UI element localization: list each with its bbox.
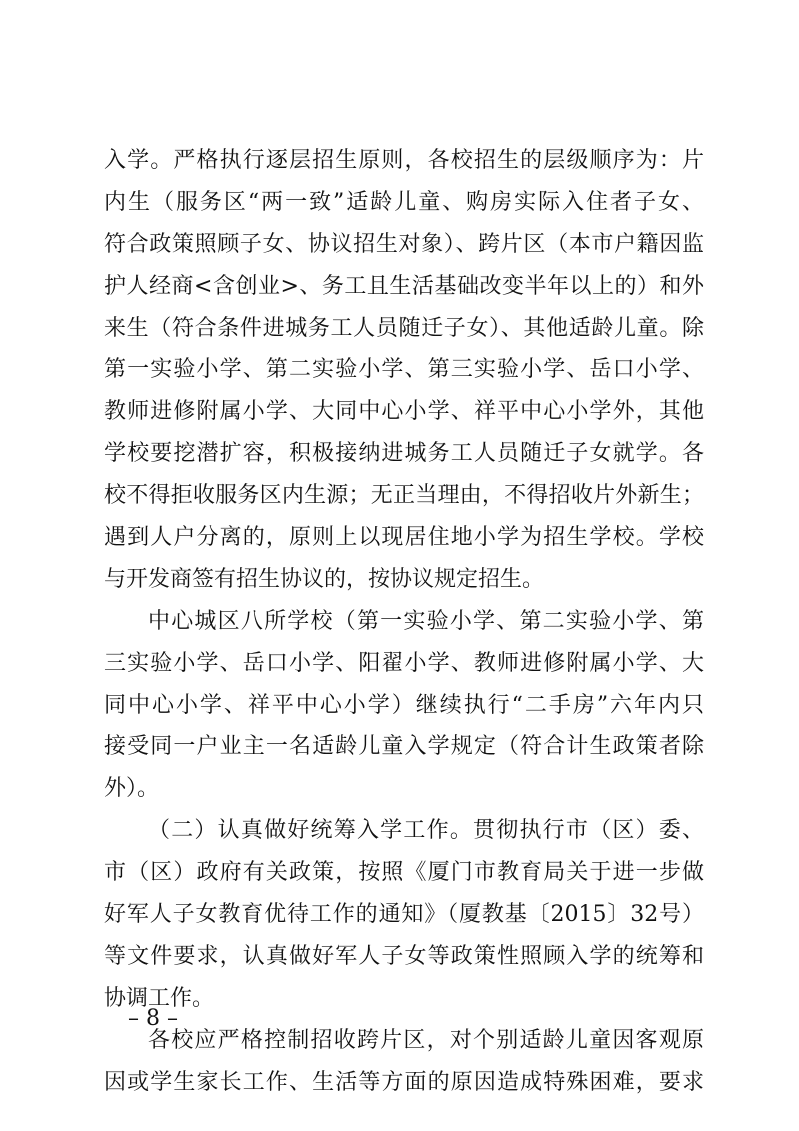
text-line: 教师进修附属小学、大同中心小学、祥平中心小学外，其他 bbox=[104, 399, 704, 425]
body-text bbox=[104, 140, 704, 1103]
text-line: 协调工作。 bbox=[104, 985, 215, 1011]
text-line: 接受同一户业主一名适龄儿童入学规定（符合计生政策者除 bbox=[104, 734, 704, 760]
text-line: 内生（服务区“两一致”适龄儿童、购房实际入住者子女、 bbox=[104, 189, 704, 215]
text-line: 等文件要求，认真做好军人子女等政策性照顾入学的统筹和 bbox=[104, 943, 704, 969]
text-line: 学校要挖潜扩容，积极接纳进城务工人员随迁子女就学。各 bbox=[104, 441, 704, 467]
text-line: 好军人子女教育优待工作的通知》（厦教基〔2015〕32号） bbox=[104, 902, 704, 928]
text-line: 中心城区八所学校（第一实验小学、第二实验小学、第 bbox=[148, 608, 704, 634]
text-line: 市（区）政府有关政策，按照《厦门市教育局关于进一步做 bbox=[104, 860, 704, 886]
text-line: 各校应严格控制招收跨片区，对个别适龄儿童因客观原 bbox=[148, 1027, 704, 1053]
text-line: 入学。严格执行逐层招生原则，各校招生的层级顺序为：片 bbox=[104, 148, 704, 173]
text-line: 同中心小学、祥平中心小学）继续执行“二手房”六年内只 bbox=[104, 692, 704, 718]
text-line: 与开发商签有招生协议的，按协议规定招生。 bbox=[104, 566, 545, 592]
text-line: 第一实验小学、第二实验小学、第三实验小学、岳口小学、 bbox=[104, 357, 704, 383]
text-line: 三实验小学、岳口小学、阳翟小学、教师进修附属小学、大 bbox=[104, 650, 704, 676]
text-line: 遇到人户分离的，原则上以现居住地小学为招生学校。学校 bbox=[104, 525, 704, 551]
text-line: 因或学生家长工作、生活等方面的原因造成特殊困难，要求 bbox=[104, 1069, 704, 1095]
text-line: 护人经商<含创业>、务工且生活基础改变半年以上的）和外 bbox=[104, 273, 704, 299]
text-line: 校不得拒收服务区内生源；无正当理由，不得招收片外新生； bbox=[104, 483, 704, 509]
text-line: 外）。 bbox=[104, 776, 160, 802]
page-number: – 8 – bbox=[128, 1006, 178, 1031]
text-line: 来生（符合条件进城务工人员随迁子女）、其他适龄儿童。除 bbox=[104, 315, 704, 341]
text-line: （二）认真做好统筹入学工作。贯彻执行市（区）委、 bbox=[148, 818, 704, 844]
text-line: 符合政策照顾子女、协议招生对象）、跨片区（本市户籍因监 bbox=[104, 231, 704, 257]
